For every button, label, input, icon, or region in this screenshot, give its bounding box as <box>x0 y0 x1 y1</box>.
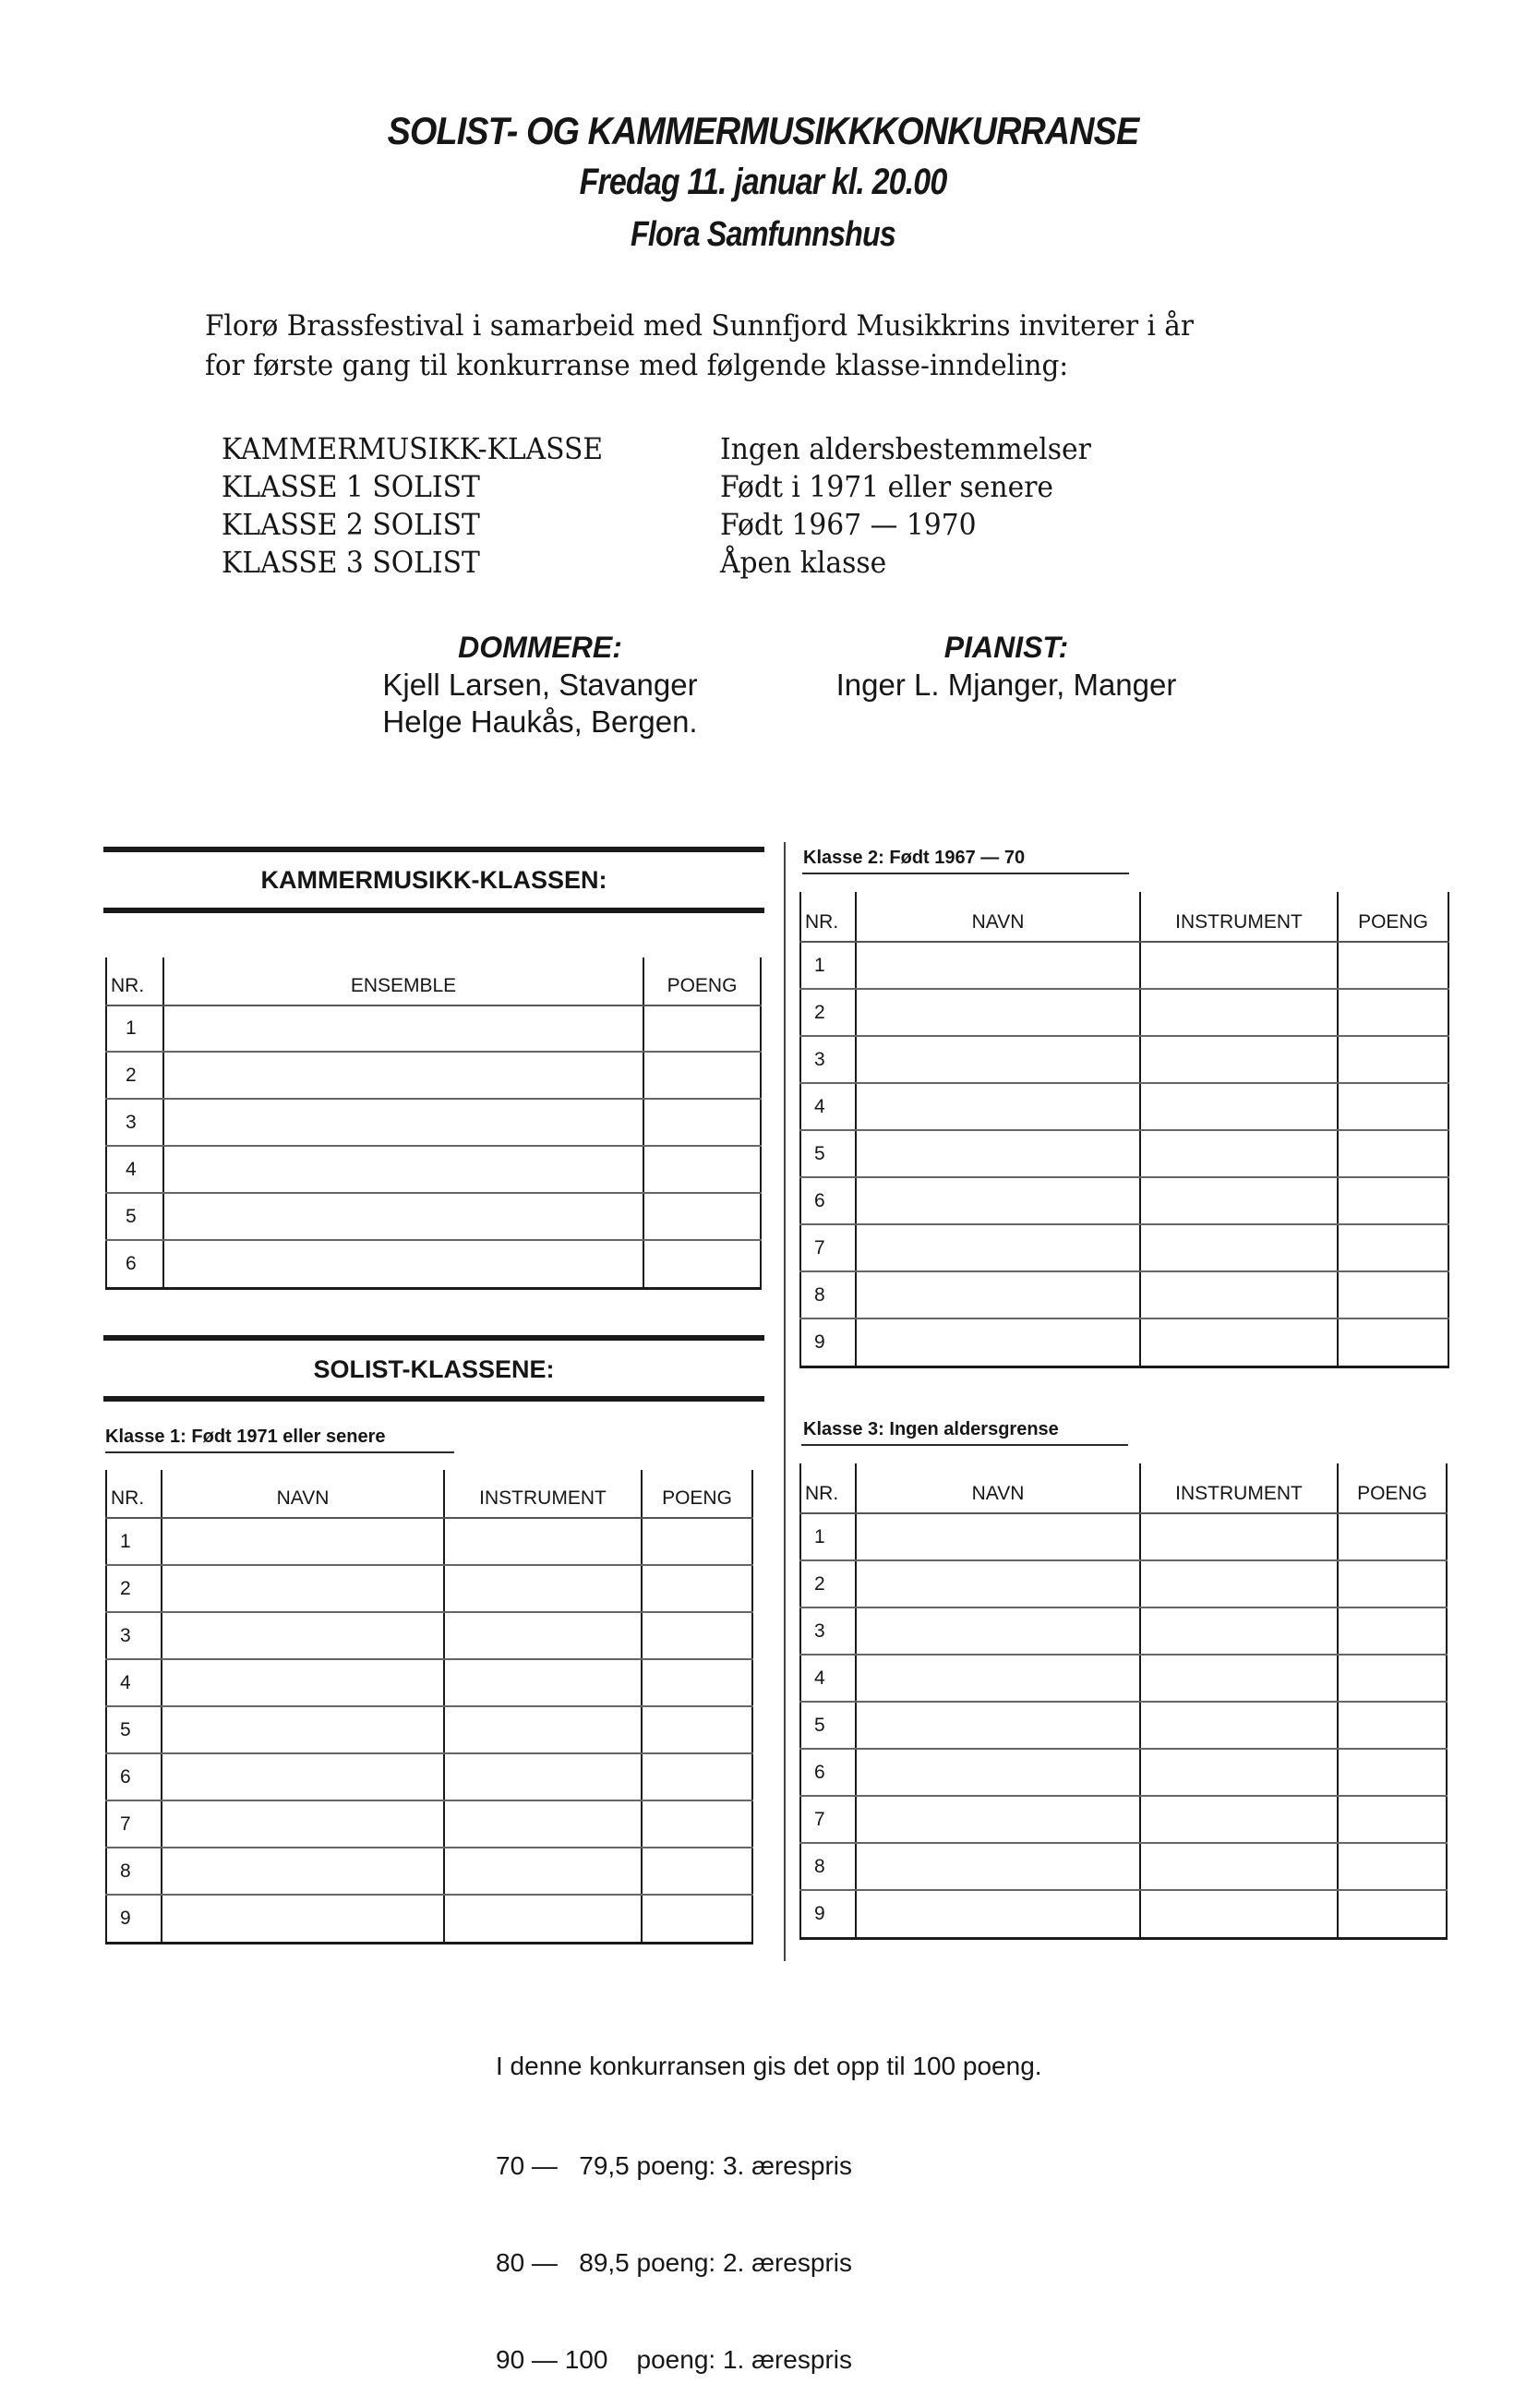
intro-line-2: for første gang til konkurranse med følgende klasse-inndeling: <box>205 349 1069 382</box>
intro-text <box>205 307 1194 386</box>
table-row <box>800 1224 1448 1271</box>
instrument-cell[interactable] <box>444 1565 642 1612</box>
page-title: SOLIST- OG KAMMERMUSIKKKONKURRANSE <box>387 109 1139 152</box>
row-number: 2 <box>106 1052 163 1099</box>
row-number: 2 <box>800 1560 856 1607</box>
name-cell[interactable] <box>856 1890 1140 1938</box>
score-cell[interactable] <box>1338 1607 1447 1655</box>
class2-label: Klasse 2: Født 1967 — 70 <box>803 848 1026 868</box>
class-rule: Ingen aldersbestemmelser <box>720 431 1091 466</box>
table-row <box>800 1083 1448 1130</box>
table-row <box>106 1895 752 1943</box>
name-cell[interactable] <box>856 1083 1140 1130</box>
name-cell[interactable] <box>162 1895 444 1943</box>
table-row <box>106 1052 761 1099</box>
name-cell[interactable] <box>856 1271 1140 1318</box>
chamber-table <box>105 957 762 1290</box>
instrument-cell[interactable] <box>444 1659 642 1706</box>
instrument-cell[interactable] <box>1140 1890 1338 1938</box>
score-cell[interactable] <box>643 1099 761 1146</box>
instrument-cell[interactable] <box>1140 1318 1338 1367</box>
score-cell[interactable] <box>1338 1036 1448 1083</box>
chamber-section-title: KAMMERMUSIKK-KLASSEN: <box>260 866 607 894</box>
row-number: 3 <box>800 1036 856 1083</box>
class-name: KAMMERMUSIKK-KLASSE <box>222 431 604 466</box>
score-cell[interactable] <box>643 1052 761 1099</box>
class2-table <box>799 892 1449 1368</box>
table-row <box>800 1749 1447 1796</box>
table-row <box>800 1796 1447 1843</box>
score-cell[interactable] <box>642 1800 752 1848</box>
score-cell[interactable] <box>1338 1130 1448 1177</box>
solo-section-title: SOLIST-KLASSENE: <box>313 1355 555 1383</box>
column-header-nr: NR. <box>106 1470 162 1518</box>
table-row <box>800 1271 1448 1318</box>
row-number: 6 <box>106 1240 163 1288</box>
name-cell[interactable] <box>856 1177 1140 1224</box>
table-row <box>106 1706 752 1753</box>
score-cell[interactable] <box>1338 1702 1447 1749</box>
instrument-cell[interactable] <box>1140 1224 1338 1271</box>
instrument-cell[interactable] <box>444 1753 642 1800</box>
name-cell[interactable] <box>162 1706 444 1753</box>
class1-underline <box>105 1451 454 1453</box>
column-header-ensemble: ENSEMBLE <box>163 957 643 1005</box>
table-row <box>106 1193 761 1240</box>
instrument-cell[interactable] <box>1140 1513 1338 1560</box>
table-row <box>106 1240 761 1288</box>
class-rule: Født 1967 — 1970 <box>720 507 977 542</box>
section-rule <box>103 908 764 913</box>
score-cell[interactable] <box>642 1895 752 1943</box>
class-name-list <box>222 430 631 582</box>
row-number: 5 <box>800 1702 856 1749</box>
score-cell[interactable] <box>1338 1749 1447 1796</box>
score-cell[interactable] <box>642 1848 752 1895</box>
judges-block <box>355 631 725 740</box>
instrument-cell[interactable] <box>1140 1655 1338 1702</box>
instrument-cell[interactable] <box>1140 1083 1338 1130</box>
table-row <box>800 1036 1448 1083</box>
score-cell[interactable] <box>1338 989 1448 1036</box>
name-cell[interactable] <box>856 1749 1140 1796</box>
instrument-cell[interactable] <box>444 1848 642 1895</box>
name-cell[interactable] <box>162 1565 444 1612</box>
class-rule: Født i 1971 eller senere <box>720 469 1054 504</box>
class-name: KLASSE 3 SOLIST <box>222 545 480 580</box>
table-row <box>106 1659 752 1706</box>
score-cell[interactable] <box>642 1753 752 1800</box>
score-cell[interactable] <box>1338 1271 1448 1318</box>
judge-name: Helge Haukås, Bergen. <box>382 704 698 739</box>
name-cell[interactable] <box>856 1318 1140 1367</box>
table-row <box>800 1177 1448 1224</box>
column-header-instrument: INSTRUMENT <box>1140 892 1338 942</box>
table-row <box>800 942 1448 989</box>
score-cell[interactable] <box>643 1146 761 1193</box>
score-cell[interactable] <box>642 1706 752 1753</box>
table-row <box>800 1702 1447 1749</box>
row-number: 9 <box>106 1895 162 1943</box>
name-cell[interactable] <box>856 1036 1140 1083</box>
instrument-cell[interactable] <box>1140 1702 1338 1749</box>
instrument-cell[interactable] <box>444 1800 642 1848</box>
pianist-block <box>812 631 1200 704</box>
scoring-tier: 90 — 100 poeng: 1. ærespris <box>496 2345 852 2374</box>
name-cell[interactable] <box>162 1800 444 1848</box>
table-row <box>106 1099 761 1146</box>
scoring-tier: 70 — 79,5 poeng: 3. ærespris <box>496 2151 852 2180</box>
scoring-intro: I denne konkurransen gis det opp til 100 poeng. <box>496 2052 1042 2080</box>
row-number: 1 <box>800 942 856 989</box>
table-row <box>106 1612 752 1659</box>
row-number: 1 <box>106 1005 163 1052</box>
score-cell[interactable] <box>1338 1083 1448 1130</box>
score-cell[interactable] <box>1338 1177 1448 1224</box>
row-number: 9 <box>800 1318 856 1367</box>
name-cell[interactable] <box>856 989 1140 1036</box>
section-rule <box>103 847 764 852</box>
column-header-poeng: POENG <box>1338 892 1448 942</box>
class3-table <box>799 1463 1448 1940</box>
column-header-poeng: POENG <box>642 1470 752 1518</box>
row-number: 7 <box>800 1796 856 1843</box>
event-venue: Flora Samfunnshus <box>630 215 896 254</box>
name-cell[interactable] <box>856 1130 1140 1177</box>
name-cell[interactable] <box>162 1518 444 1565</box>
score-cell[interactable] <box>1338 1796 1447 1843</box>
class-name: KLASSE 2 SOLIST <box>222 507 480 542</box>
class3-label: Klasse 3: Ingen aldersgrense <box>803 1419 1059 1439</box>
instrument-cell[interactable] <box>444 1612 642 1659</box>
column-divider <box>784 842 786 1961</box>
row-number: 5 <box>800 1130 856 1177</box>
event-date: Fredag 11. januar kl. 20.00 <box>579 162 947 202</box>
row-number: 8 <box>106 1848 162 1895</box>
class-rule: Åpen klasse <box>720 545 887 580</box>
score-cell[interactable] <box>1338 1224 1448 1271</box>
ensemble-cell[interactable] <box>163 1240 643 1288</box>
row-number: 5 <box>106 1193 163 1240</box>
table-row <box>106 1565 752 1612</box>
table-row <box>800 1843 1447 1890</box>
row-number: 5 <box>106 1706 162 1753</box>
ensemble-cell[interactable] <box>163 1099 643 1146</box>
table-row <box>800 1560 1447 1607</box>
row-number: 2 <box>106 1565 162 1612</box>
score-cell[interactable] <box>642 1518 752 1565</box>
ensemble-cell[interactable] <box>163 1052 643 1099</box>
scoring-info <box>496 1985 1042 2408</box>
name-cell[interactable] <box>856 1224 1140 1271</box>
instrument-cell[interactable] <box>1140 1607 1338 1655</box>
row-number: 4 <box>106 1659 162 1706</box>
score-cell[interactable] <box>1338 1655 1447 1702</box>
score-cell[interactable] <box>1338 1560 1447 1607</box>
class1-table <box>105 1470 753 1944</box>
row-number: 8 <box>800 1271 856 1318</box>
score-cell[interactable] <box>1338 1843 1447 1890</box>
name-cell[interactable] <box>162 1848 444 1895</box>
table-row <box>800 1318 1448 1367</box>
table-row <box>800 1513 1447 1560</box>
table-row <box>106 1800 752 1848</box>
judges-heading: DOMMERE: <box>458 631 622 664</box>
row-number: 6 <box>106 1753 162 1800</box>
class-name: KLASSE 1 SOLIST <box>222 469 480 504</box>
instrument-cell[interactable] <box>1140 1796 1338 1843</box>
table-row <box>800 1655 1447 1702</box>
instrument-cell[interactable] <box>1140 1843 1338 1890</box>
row-number: 4 <box>800 1655 856 1702</box>
row-number: 4 <box>800 1083 856 1130</box>
score-cell[interactable] <box>642 1565 752 1612</box>
row-number: 6 <box>800 1749 856 1796</box>
row-number: 7 <box>106 1800 162 1848</box>
class1-label: Klasse 1: Født 1971 eller senere <box>105 1427 386 1447</box>
row-number: 9 <box>800 1890 856 1938</box>
column-header-nr: NR. <box>800 892 856 942</box>
name-cell[interactable] <box>856 1607 1140 1655</box>
name-cell[interactable] <box>856 1513 1140 1560</box>
instrument-cell[interactable] <box>1140 1749 1338 1796</box>
name-cell[interactable] <box>162 1612 444 1659</box>
section-rule <box>103 1396 764 1402</box>
row-number: 3 <box>800 1607 856 1655</box>
instrument-cell[interactable] <box>444 1518 642 1565</box>
row-number: 6 <box>800 1177 856 1224</box>
row-number: 2 <box>800 989 856 1036</box>
row-number: 1 <box>106 1518 162 1565</box>
score-cell[interactable] <box>643 1240 761 1288</box>
instrument-cell[interactable] <box>1140 1130 1338 1177</box>
score-cell[interactable] <box>1338 1890 1447 1938</box>
column-header-nr: NR. <box>106 957 163 1005</box>
instrument-cell[interactable] <box>1140 1560 1338 1607</box>
ensemble-cell[interactable] <box>163 1146 643 1193</box>
column-header-navn: NAVN <box>162 1470 444 1518</box>
pianist-heading: PIANIST: <box>943 631 1069 664</box>
class2-underline <box>802 873 1129 874</box>
score-cell[interactable] <box>642 1612 752 1659</box>
judge-name: Kjell Larsen, Stavanger <box>382 668 698 702</box>
column-header-navn: NAVN <box>856 892 1140 942</box>
row-number: 3 <box>106 1099 163 1146</box>
instrument-cell[interactable] <box>1140 1271 1338 1318</box>
table-row <box>106 1518 752 1565</box>
score-cell[interactable] <box>1338 1318 1448 1367</box>
pianist-name: Inger L. Mjanger, Manger <box>835 668 1177 702</box>
column-header-nr: NR. <box>800 1463 856 1513</box>
class3-underline <box>801 1444 1128 1446</box>
instrument-cell[interactable] <box>1140 942 1338 989</box>
table-row <box>106 1848 752 1895</box>
column-header-instrument: INSTRUMENT <box>1140 1463 1338 1513</box>
name-cell[interactable] <box>856 1796 1140 1843</box>
column-header-navn: NAVN <box>856 1463 1140 1513</box>
table-row <box>106 1005 761 1052</box>
name-cell[interactable] <box>856 1560 1140 1607</box>
instrument-cell[interactable] <box>1140 1036 1338 1083</box>
score-cell[interactable] <box>642 1659 752 1706</box>
score-cell[interactable] <box>643 1193 761 1240</box>
class-rule-list <box>720 430 1119 582</box>
ensemble-cell[interactable] <box>163 1193 643 1240</box>
instrument-cell[interactable] <box>444 1895 642 1943</box>
score-cell[interactable] <box>643 1005 761 1052</box>
score-cell[interactable] <box>1338 1513 1447 1560</box>
section-rule <box>103 1335 764 1341</box>
name-cell[interactable] <box>162 1659 444 1706</box>
column-header-poeng: POENG <box>643 957 761 1005</box>
instrument-cell[interactable] <box>1140 1177 1338 1224</box>
instrument-cell[interactable] <box>1140 989 1338 1036</box>
name-cell[interactable] <box>856 1655 1140 1702</box>
table-row <box>106 1753 752 1800</box>
table-row <box>800 1890 1447 1938</box>
name-cell[interactable] <box>856 1702 1140 1749</box>
table-row <box>800 989 1448 1036</box>
row-number: 7 <box>800 1224 856 1271</box>
name-cell[interactable] <box>856 1843 1140 1890</box>
scoring-tier: 80 — 89,5 poeng: 2. ærespris <box>496 2248 852 2277</box>
name-cell[interactable] <box>162 1753 444 1800</box>
ensemble-cell[interactable] <box>163 1005 643 1052</box>
intro-line-1: Florø Brassfestival i samarbeid med Sunnfjord Musikkrins inviterer i år <box>205 309 1194 343</box>
row-number: 4 <box>106 1146 163 1193</box>
name-cell[interactable] <box>856 942 1140 989</box>
row-number: 3 <box>106 1612 162 1659</box>
row-number: 1 <box>800 1513 856 1560</box>
score-cell[interactable] <box>1338 942 1448 989</box>
column-header-instrument: INSTRUMENT <box>444 1470 642 1518</box>
table-row <box>800 1130 1448 1177</box>
table-row <box>800 1607 1447 1655</box>
table-row <box>106 1146 761 1193</box>
column-header-poeng: POENG <box>1338 1463 1447 1513</box>
instrument-cell[interactable] <box>444 1706 642 1753</box>
row-number: 8 <box>800 1843 856 1890</box>
